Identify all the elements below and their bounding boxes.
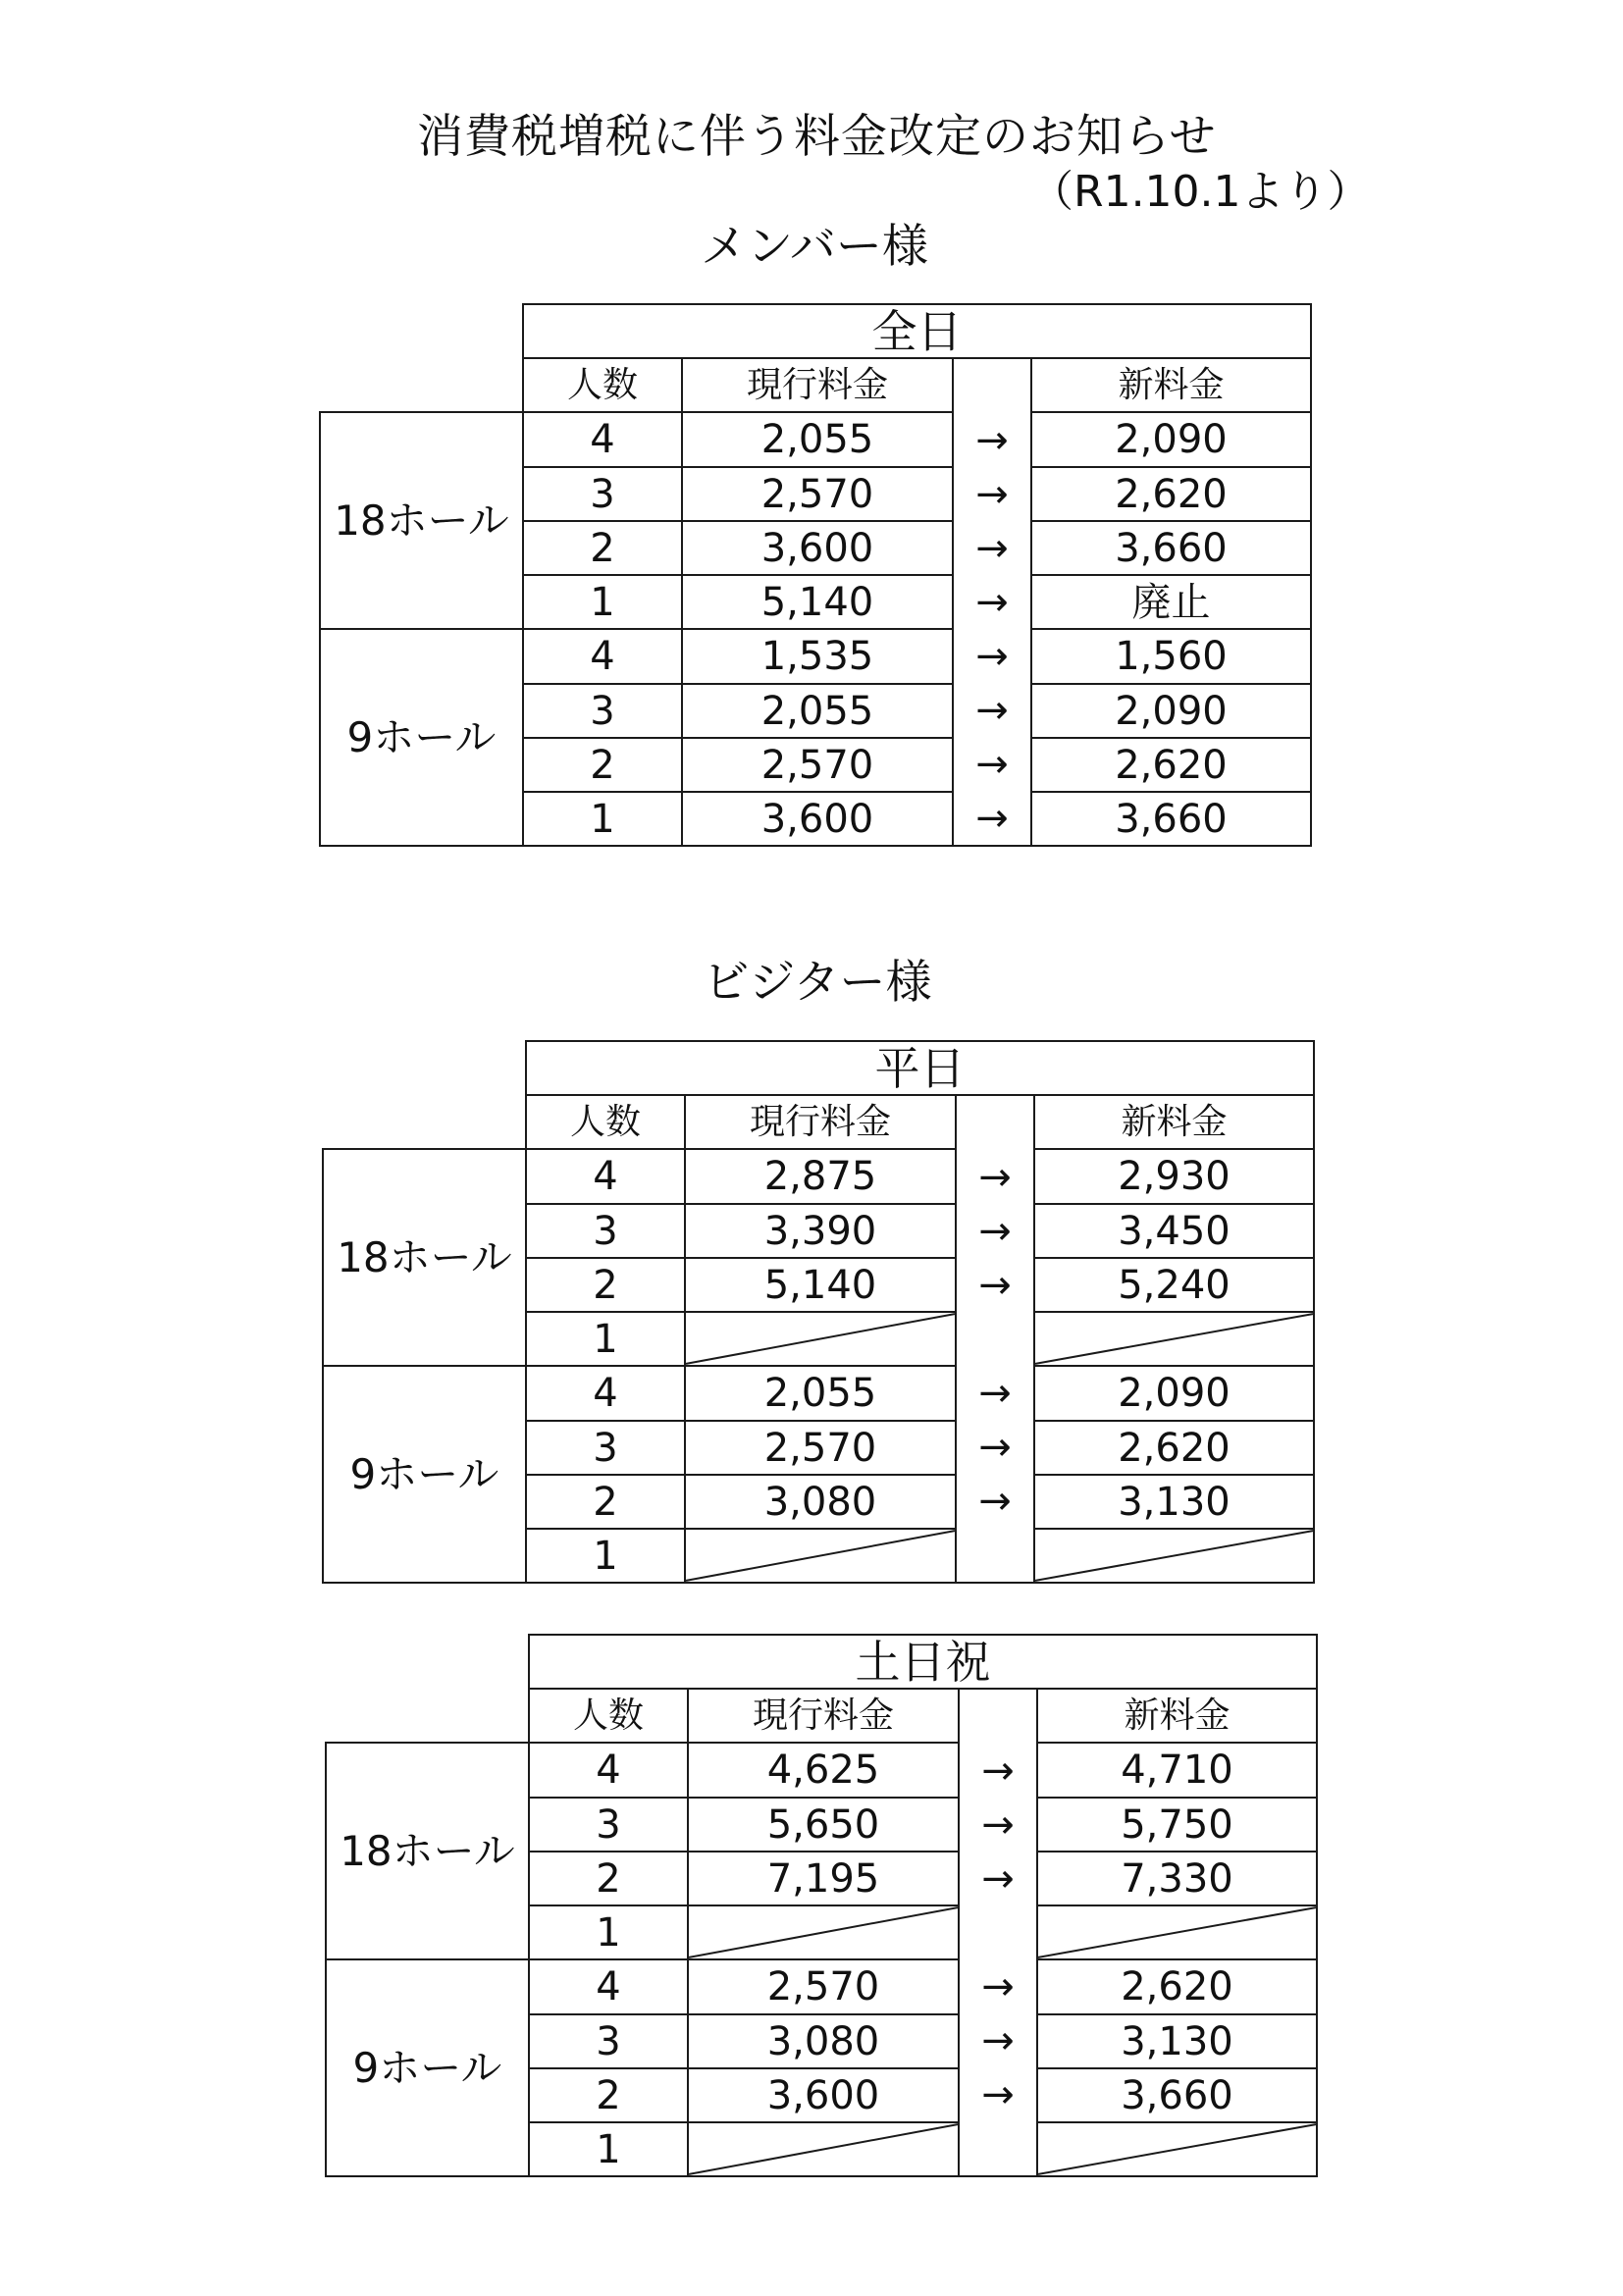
people-count: 2 (526, 1258, 685, 1312)
effective-date: （R1.10.1より） (1030, 167, 1371, 217)
col-header-people: 人数 (526, 1095, 685, 1149)
new-fee: 2,090 (1031, 412, 1311, 467)
people-count: 1 (523, 575, 682, 629)
table-row (326, 1959, 1317, 2014)
current-fee: 2,570 (682, 738, 953, 792)
people-count: 4 (523, 629, 682, 684)
group-label: 9ホール (323, 1366, 526, 1583)
current-fee: 3,600 (688, 2068, 959, 2122)
current-fee: 3,600 (682, 792, 953, 846)
table-row (323, 1366, 1314, 1421)
arrow-glyph: → (975, 417, 1009, 463)
column-header-row (320, 358, 1311, 412)
fee-table (319, 303, 1312, 847)
people-count: 1 (529, 2122, 688, 2176)
arrow-glyph: → (981, 2071, 1015, 2117)
strikethrough-diagonal (686, 1313, 955, 1365)
people-count: 4 (529, 1743, 688, 1798)
arrow-glyph: → (975, 633, 1009, 679)
current-fee: 3,080 (688, 2014, 959, 2068)
col-header-current-fee: 現行料金 (682, 358, 953, 412)
table-row (323, 1149, 1314, 1204)
arrow-column (953, 358, 1031, 846)
group-label: 9ホール (326, 1959, 529, 2176)
people-count: 4 (523, 412, 682, 467)
people-count: 1 (526, 1529, 685, 1583)
col-header-people: 人数 (523, 358, 682, 412)
new-fee: 5,240 (1034, 1258, 1314, 1312)
arrow-glyph: → (981, 1748, 1015, 1794)
people-count: 3 (523, 684, 682, 738)
current-fee: 2,055 (682, 684, 953, 738)
people-count: 2 (529, 1852, 688, 1905)
blank-cell (326, 1689, 529, 1743)
new-fee: 3,660 (1031, 792, 1311, 846)
period-row (323, 1041, 1314, 1095)
period-row (326, 1635, 1317, 1689)
arrow-glyph: → (981, 2017, 1015, 2063)
current-fee-na (685, 1529, 956, 1583)
new-fee: 2,620 (1031, 738, 1311, 792)
new-fee: 4,710 (1037, 1743, 1317, 1798)
arrow-column (959, 1689, 1037, 2176)
new-fee: 7,330 (1037, 1852, 1317, 1905)
col-header-current-fee: 現行料金 (688, 1689, 959, 1743)
current-fee-na (688, 2122, 959, 2176)
strikethrough-diagonal (689, 1906, 958, 1958)
arrow-glyph: → (981, 1801, 1015, 1848)
people-count: 2 (526, 1475, 685, 1529)
arrow-glyph: → (978, 1262, 1012, 1308)
strikethrough-diagonal (1035, 1313, 1313, 1365)
fee-table (322, 1040, 1315, 1584)
new-fee: 3,660 (1037, 2068, 1317, 2122)
period-row (320, 304, 1311, 358)
col-header-people: 人数 (529, 1689, 688, 1743)
arrow-glyph: → (978, 1424, 1012, 1470)
people-count: 2 (523, 521, 682, 575)
current-fee: 1,535 (682, 629, 953, 684)
people-count: 2 (529, 2068, 688, 2122)
member-heading: メンバー様 (701, 220, 928, 274)
column-header-row (326, 1689, 1317, 1743)
arrow-glyph: → (975, 579, 1009, 625)
arrow-glyph: → (978, 1478, 1012, 1524)
new-fee: 3,660 (1031, 521, 1311, 575)
arrow-glyph (957, 1312, 1033, 1366)
blank-cell (323, 1095, 526, 1149)
arrow-stack (960, 1690, 1036, 2175)
arrow-glyph (960, 2121, 1036, 2175)
arrow-glyph: → (975, 687, 1009, 733)
arrow-glyph: → (975, 741, 1009, 787)
visitor-heading: ビジター様 (703, 956, 932, 1010)
new-fee-na (1037, 2122, 1317, 2176)
new-fee: 3,130 (1034, 1475, 1314, 1529)
current-fee: 5,140 (682, 575, 953, 629)
table-row (320, 629, 1311, 684)
people-count: 4 (529, 1959, 688, 2014)
arrow-glyph: → (978, 1370, 1012, 1416)
fee-table (325, 1634, 1318, 2177)
current-fee: 2,570 (682, 467, 953, 521)
current-fee-na (685, 1312, 956, 1366)
col-header-new-fee: 新料金 (1034, 1095, 1314, 1149)
new-fee-na (1037, 1905, 1317, 1959)
blank-cell (323, 1041, 526, 1095)
strikethrough-diagonal (1038, 2123, 1316, 2175)
people-count: 4 (526, 1149, 685, 1204)
col-header-new-fee: 新料金 (1037, 1689, 1317, 1743)
people-count: 3 (523, 467, 682, 521)
strikethrough-diagonal (1038, 1906, 1316, 1958)
page-title: 消費税増税に伴う料金改定のお知らせ (417, 110, 1217, 164)
new-fee: 1,560 (1031, 629, 1311, 684)
current-fee: 3,080 (685, 1475, 956, 1529)
new-fee: 3,450 (1034, 1204, 1314, 1258)
current-fee: 4,625 (688, 1743, 959, 1798)
blank-cell (320, 358, 523, 412)
arrow-glyph: → (975, 795, 1009, 841)
people-count: 1 (529, 1905, 688, 1959)
arrow-glyph: → (981, 1963, 1015, 2009)
period-label: 土日祝 (529, 1635, 1317, 1689)
current-fee: 7,195 (688, 1852, 959, 1905)
people-count: 1 (523, 792, 682, 846)
group-label: 18ホール (326, 1743, 529, 1959)
table-row (320, 412, 1311, 467)
arrow-stack (957, 1096, 1033, 1582)
current-fee-na (688, 1905, 959, 1959)
blank-cell (326, 1635, 529, 1689)
col-header-current-fee: 現行料金 (685, 1095, 956, 1149)
new-fee-na (1034, 1529, 1314, 1583)
people-count: 4 (526, 1366, 685, 1421)
people-count: 3 (526, 1421, 685, 1475)
col-header-new-fee: 新料金 (1031, 358, 1311, 412)
current-fee: 2,570 (688, 1959, 959, 2014)
people-count: 3 (529, 1798, 688, 1852)
current-fee: 5,650 (688, 1798, 959, 1852)
group-label: 18ホール (323, 1149, 526, 1366)
arrow-glyph: → (978, 1154, 1012, 1200)
people-count: 1 (526, 1312, 685, 1366)
current-fee: 2,570 (685, 1421, 956, 1475)
arrow-glyph: → (978, 1208, 1012, 1254)
current-fee: 2,055 (682, 412, 953, 467)
current-fee: 2,055 (685, 1366, 956, 1421)
new-fee: 2,930 (1034, 1149, 1314, 1204)
table-row (326, 1743, 1317, 1798)
arrow-glyph: → (981, 1855, 1015, 1902)
people-count: 2 (523, 738, 682, 792)
arrow-stack (954, 359, 1030, 845)
strikethrough-diagonal (689, 2123, 958, 2175)
new-fee: 2,620 (1034, 1421, 1314, 1475)
group-label: 9ホール (320, 629, 523, 846)
arrow-glyph (960, 1905, 1036, 1959)
new-fee-na (1034, 1312, 1314, 1366)
strikethrough-diagonal (686, 1530, 955, 1582)
current-fee: 3,600 (682, 521, 953, 575)
new-fee: 2,620 (1031, 467, 1311, 521)
new-fee: 2,090 (1031, 684, 1311, 738)
arrow-glyph (957, 1528, 1033, 1582)
people-count: 3 (529, 2014, 688, 2068)
new-fee: 2,620 (1037, 1959, 1317, 2014)
arrow-column (956, 1095, 1034, 1583)
new-fee: 廃止 (1031, 575, 1311, 629)
new-fee: 2,090 (1034, 1366, 1314, 1421)
new-fee: 3,130 (1037, 2014, 1317, 2068)
current-fee: 3,390 (685, 1204, 956, 1258)
new-fee: 5,750 (1037, 1798, 1317, 1852)
people-count: 3 (526, 1204, 685, 1258)
group-label: 18ホール (320, 412, 523, 629)
arrow-glyph: → (975, 525, 1009, 571)
column-header-row (323, 1095, 1314, 1149)
current-fee: 2,875 (685, 1149, 956, 1204)
current-fee: 5,140 (685, 1258, 956, 1312)
blank-cell (320, 304, 523, 358)
arrow-glyph: → (975, 471, 1009, 517)
strikethrough-diagonal (1035, 1530, 1313, 1582)
period-label: 全日 (523, 304, 1311, 358)
period-label: 平日 (526, 1041, 1314, 1095)
